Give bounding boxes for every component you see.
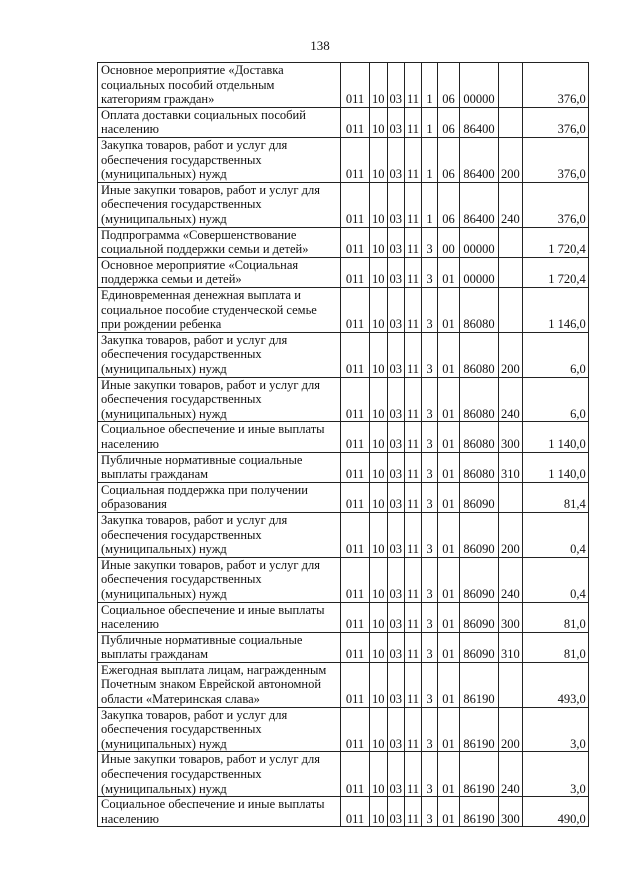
row-name: Основное мероприятие «Доставка социальных пособий отдельным категориям граждан» bbox=[98, 63, 341, 108]
program-code: 11 bbox=[405, 287, 422, 332]
table-row bbox=[98, 63, 589, 108]
page-number: 138 bbox=[310, 38, 330, 53]
subsection-code: 03 bbox=[387, 662, 405, 707]
subprogram-code: 3 bbox=[422, 422, 438, 452]
table-row bbox=[98, 287, 589, 332]
subsection-code: 03 bbox=[387, 557, 405, 602]
amount: 81,0 bbox=[522, 632, 588, 662]
direction-code: 86080 bbox=[460, 422, 499, 452]
activity-code: 01 bbox=[438, 257, 460, 287]
amount: 376,0 bbox=[522, 137, 588, 182]
ministry-code: 011 bbox=[341, 602, 370, 632]
subprogram-code: 3 bbox=[422, 752, 438, 797]
direction-code: 86090 bbox=[460, 602, 499, 632]
amount: 81,0 bbox=[522, 602, 588, 632]
activity-code: 06 bbox=[438, 182, 460, 227]
subsection-code: 03 bbox=[387, 512, 405, 557]
subsection-code: 03 bbox=[387, 182, 405, 227]
activity-code: 01 bbox=[438, 287, 460, 332]
expense-type-code: 310 bbox=[499, 452, 523, 482]
expense-type-code: 300 bbox=[499, 797, 523, 827]
program-code: 11 bbox=[405, 482, 422, 512]
expense-type-code: 240 bbox=[499, 182, 523, 227]
subprogram-code: 3 bbox=[422, 377, 438, 422]
amount: 376,0 bbox=[522, 107, 588, 137]
subprogram-code: 3 bbox=[422, 602, 438, 632]
ministry-code: 011 bbox=[341, 377, 370, 422]
subprogram-code: 3 bbox=[422, 332, 438, 377]
direction-code: 00000 bbox=[460, 63, 499, 108]
table-row bbox=[98, 182, 589, 227]
section-code: 10 bbox=[370, 707, 388, 752]
section-code: 10 bbox=[370, 63, 388, 108]
program-code: 11 bbox=[405, 182, 422, 227]
ministry-code: 011 bbox=[341, 557, 370, 602]
subprogram-code: 1 bbox=[422, 107, 438, 137]
expense-type-code: 300 bbox=[499, 422, 523, 452]
subsection-code: 03 bbox=[387, 422, 405, 452]
direction-code: 86090 bbox=[460, 512, 499, 557]
budget-table bbox=[97, 62, 589, 827]
activity-code: 01 bbox=[438, 332, 460, 377]
subsection-code: 03 bbox=[387, 707, 405, 752]
subprogram-code: 3 bbox=[422, 662, 438, 707]
table-row bbox=[98, 107, 589, 137]
amount: 1 140,0 bbox=[522, 422, 588, 452]
program-code: 11 bbox=[405, 63, 422, 108]
activity-code: 01 bbox=[438, 707, 460, 752]
activity-code: 01 bbox=[438, 602, 460, 632]
expense-type-code bbox=[499, 107, 523, 137]
row-name: Иные закупки товаров, работ и услуг для обеспечения государственных (муниципальных) нужд bbox=[98, 752, 341, 797]
amount: 493,0 bbox=[522, 662, 588, 707]
table-row bbox=[98, 332, 589, 377]
subsection-code: 03 bbox=[387, 257, 405, 287]
section-code: 10 bbox=[370, 797, 388, 827]
subprogram-code: 3 bbox=[422, 452, 438, 482]
amount: 81,4 bbox=[522, 482, 588, 512]
section-code: 10 bbox=[370, 227, 388, 257]
row-name: Закупка товаров, работ и услуг для обеспечения государственных (муниципальных) нужд bbox=[98, 512, 341, 557]
section-code: 10 bbox=[370, 107, 388, 137]
ministry-code: 011 bbox=[341, 287, 370, 332]
section-code: 10 bbox=[370, 257, 388, 287]
direction-code: 86090 bbox=[460, 557, 499, 602]
section-code: 10 bbox=[370, 137, 388, 182]
subprogram-code: 3 bbox=[422, 557, 438, 602]
direction-code: 86400 bbox=[460, 137, 499, 182]
row-name: Закупка товаров, работ и услуг для обеспечения государственных (муниципальных) нужд bbox=[98, 332, 341, 377]
amount: 0,4 bbox=[522, 557, 588, 602]
section-code: 10 bbox=[370, 602, 388, 632]
subsection-code: 03 bbox=[387, 107, 405, 137]
row-name: Иные закупки товаров, работ и услуг для обеспечения государственных (муниципальных) нужд bbox=[98, 182, 341, 227]
amount: 6,0 bbox=[522, 377, 588, 422]
expense-type-code: 200 bbox=[499, 512, 523, 557]
expense-type-code: 240 bbox=[499, 377, 523, 422]
program-code: 11 bbox=[405, 332, 422, 377]
table-row bbox=[98, 377, 589, 422]
ministry-code: 011 bbox=[341, 752, 370, 797]
direction-code: 86080 bbox=[460, 332, 499, 377]
program-code: 11 bbox=[405, 137, 422, 182]
table-row bbox=[98, 797, 589, 827]
activity-code: 01 bbox=[438, 422, 460, 452]
activity-code: 06 bbox=[438, 107, 460, 137]
table-row bbox=[98, 452, 589, 482]
row-name: Иные закупки товаров, работ и услуг для обеспечения государственных (муниципальных) нужд bbox=[98, 557, 341, 602]
ministry-code: 011 bbox=[341, 137, 370, 182]
amount: 1 720,4 bbox=[522, 227, 588, 257]
row-name: Социальное обеспечение и иные выплаты населению bbox=[98, 422, 341, 452]
ministry-code: 011 bbox=[341, 182, 370, 227]
row-name: Публичные нормативные социальные выплаты гражданам bbox=[98, 452, 341, 482]
program-code: 11 bbox=[405, 662, 422, 707]
section-code: 10 bbox=[370, 482, 388, 512]
activity-code: 01 bbox=[438, 482, 460, 512]
table-row bbox=[98, 662, 589, 707]
activity-code: 06 bbox=[438, 137, 460, 182]
row-name: Социальная поддержка при получении образования bbox=[98, 482, 341, 512]
activity-code: 01 bbox=[438, 632, 460, 662]
table-row bbox=[98, 602, 589, 632]
ministry-code: 011 bbox=[341, 662, 370, 707]
amount: 6,0 bbox=[522, 332, 588, 377]
subprogram-code: 1 bbox=[422, 182, 438, 227]
table-body bbox=[98, 63, 589, 827]
section-code: 10 bbox=[370, 182, 388, 227]
amount: 490,0 bbox=[522, 797, 588, 827]
subsection-code: 03 bbox=[387, 137, 405, 182]
expense-type-code: 240 bbox=[499, 557, 523, 602]
amount: 376,0 bbox=[522, 63, 588, 108]
ministry-code: 011 bbox=[341, 482, 370, 512]
direction-code: 00000 bbox=[460, 227, 499, 257]
direction-code: 00000 bbox=[460, 257, 499, 287]
subsection-code: 03 bbox=[387, 797, 405, 827]
row-name: Иные закупки товаров, работ и услуг для обеспечения государственных (муниципальных) нужд bbox=[98, 377, 341, 422]
ministry-code: 011 bbox=[341, 452, 370, 482]
direction-code: 86400 bbox=[460, 107, 499, 137]
program-code: 11 bbox=[405, 632, 422, 662]
ministry-code: 011 bbox=[341, 227, 370, 257]
subprogram-code: 3 bbox=[422, 287, 438, 332]
program-code: 11 bbox=[405, 557, 422, 602]
direction-code: 86090 bbox=[460, 482, 499, 512]
activity-code: 01 bbox=[438, 452, 460, 482]
expense-type-code bbox=[499, 63, 523, 108]
subsection-code: 03 bbox=[387, 602, 405, 632]
subsection-code: 03 bbox=[387, 287, 405, 332]
expense-type-code bbox=[499, 257, 523, 287]
table-row bbox=[98, 752, 589, 797]
amount: 1 140,0 bbox=[522, 452, 588, 482]
amount: 3,0 bbox=[522, 707, 588, 752]
subsection-code: 03 bbox=[387, 332, 405, 377]
direction-code: 86400 bbox=[460, 182, 499, 227]
ministry-code: 011 bbox=[341, 512, 370, 557]
subsection-code: 03 bbox=[387, 63, 405, 108]
amount: 1 146,0 bbox=[522, 287, 588, 332]
amount: 1 720,4 bbox=[522, 257, 588, 287]
program-code: 11 bbox=[405, 797, 422, 827]
direction-code: 86080 bbox=[460, 287, 499, 332]
direction-code: 86190 bbox=[460, 797, 499, 827]
program-code: 11 bbox=[405, 452, 422, 482]
direction-code: 86190 bbox=[460, 707, 499, 752]
section-code: 10 bbox=[370, 752, 388, 797]
expense-type-code bbox=[499, 482, 523, 512]
table-row bbox=[98, 137, 589, 182]
program-code: 11 bbox=[405, 752, 422, 797]
activity-code: 01 bbox=[438, 662, 460, 707]
direction-code: 86080 bbox=[460, 452, 499, 482]
amount: 3,0 bbox=[522, 752, 588, 797]
activity-code: 01 bbox=[438, 512, 460, 557]
row-name: Единовременная денежная выплата и социальное пособие студенческой семье при рождении ребенка bbox=[98, 287, 341, 332]
direction-code: 86080 bbox=[460, 377, 499, 422]
activity-code: 01 bbox=[438, 797, 460, 827]
activity-code: 01 bbox=[438, 752, 460, 797]
expense-type-code bbox=[499, 287, 523, 332]
section-code: 10 bbox=[370, 332, 388, 377]
ministry-code: 011 bbox=[341, 707, 370, 752]
row-name: Закупка товаров, работ и услуг для обеспечения государственных (муниципальных) нужд bbox=[98, 137, 341, 182]
ministry-code: 011 bbox=[341, 107, 370, 137]
program-code: 11 bbox=[405, 512, 422, 557]
section-code: 10 bbox=[370, 557, 388, 602]
expense-type-code: 240 bbox=[499, 752, 523, 797]
subprogram-code: 3 bbox=[422, 797, 438, 827]
subsection-code: 03 bbox=[387, 452, 405, 482]
program-code: 11 bbox=[405, 227, 422, 257]
subsection-code: 03 bbox=[387, 752, 405, 797]
ministry-code: 011 bbox=[341, 632, 370, 662]
amount: 0,4 bbox=[522, 512, 588, 557]
direction-code: 86190 bbox=[460, 752, 499, 797]
ministry-code: 011 bbox=[341, 422, 370, 452]
amount: 376,0 bbox=[522, 182, 588, 227]
program-code: 11 bbox=[405, 602, 422, 632]
row-name: Публичные нормативные социальные выплаты гражданам bbox=[98, 632, 341, 662]
subprogram-code: 3 bbox=[422, 632, 438, 662]
subprogram-code: 3 bbox=[422, 512, 438, 557]
subsection-code: 03 bbox=[387, 632, 405, 662]
section-code: 10 bbox=[370, 662, 388, 707]
expense-type-code bbox=[499, 227, 523, 257]
ministry-code: 011 bbox=[341, 332, 370, 377]
expense-type-code: 200 bbox=[499, 707, 523, 752]
activity-code: 06 bbox=[438, 63, 460, 108]
table-row bbox=[98, 632, 589, 662]
program-code: 11 bbox=[405, 107, 422, 137]
subprogram-code: 3 bbox=[422, 707, 438, 752]
row-name: Оплата доставки социальных пособий населению bbox=[98, 107, 341, 137]
subprogram-code: 3 bbox=[422, 482, 438, 512]
direction-code: 86090 bbox=[460, 632, 499, 662]
expense-type-code: 300 bbox=[499, 602, 523, 632]
subprogram-code: 3 bbox=[422, 257, 438, 287]
section-code: 10 bbox=[370, 512, 388, 557]
table-row bbox=[98, 512, 589, 557]
table-row bbox=[98, 707, 589, 752]
program-code: 11 bbox=[405, 707, 422, 752]
activity-code: 00 bbox=[438, 227, 460, 257]
ministry-code: 011 bbox=[341, 797, 370, 827]
direction-code: 86190 bbox=[460, 662, 499, 707]
subprogram-code: 3 bbox=[422, 227, 438, 257]
program-code: 11 bbox=[405, 377, 422, 422]
section-code: 10 bbox=[370, 422, 388, 452]
row-name: Закупка товаров, работ и услуг для обеспечения государственных (муниципальных) нужд bbox=[98, 707, 341, 752]
expense-type-code: 310 bbox=[499, 632, 523, 662]
expense-type-code bbox=[499, 662, 523, 707]
subsection-code: 03 bbox=[387, 377, 405, 422]
row-name: Основное мероприятие «Социальная поддержка семьи и детей» bbox=[98, 257, 341, 287]
row-name: Ежегодная выплата лицам, награжденным Почетным знаком Еврейской автономной области «Материнская слава» bbox=[98, 662, 341, 707]
activity-code: 01 bbox=[438, 377, 460, 422]
program-code: 11 bbox=[405, 422, 422, 452]
section-code: 10 bbox=[370, 452, 388, 482]
table-row bbox=[98, 422, 589, 452]
table-row bbox=[98, 557, 589, 602]
row-name: Подпрограмма «Совершенствование социальной поддержки семьи и детей» bbox=[98, 227, 341, 257]
expense-type-code: 200 bbox=[499, 137, 523, 182]
activity-code: 01 bbox=[438, 557, 460, 602]
section-code: 10 bbox=[370, 632, 388, 662]
expense-type-code: 200 bbox=[499, 332, 523, 377]
row-name: Социальное обеспечение и иные выплаты населению bbox=[98, 797, 341, 827]
section-code: 10 bbox=[370, 377, 388, 422]
subprogram-code: 1 bbox=[422, 137, 438, 182]
ministry-code: 011 bbox=[341, 257, 370, 287]
subsection-code: 03 bbox=[387, 482, 405, 512]
program-code: 11 bbox=[405, 257, 422, 287]
table-row bbox=[98, 257, 589, 287]
ministry-code: 011 bbox=[341, 63, 370, 108]
table-row bbox=[98, 482, 589, 512]
row-name: Социальное обеспечение и иные выплаты населению bbox=[98, 602, 341, 632]
subsection-code: 03 bbox=[387, 227, 405, 257]
table-row bbox=[98, 227, 589, 257]
subprogram-code: 1 bbox=[422, 63, 438, 108]
section-code: 10 bbox=[370, 287, 388, 332]
